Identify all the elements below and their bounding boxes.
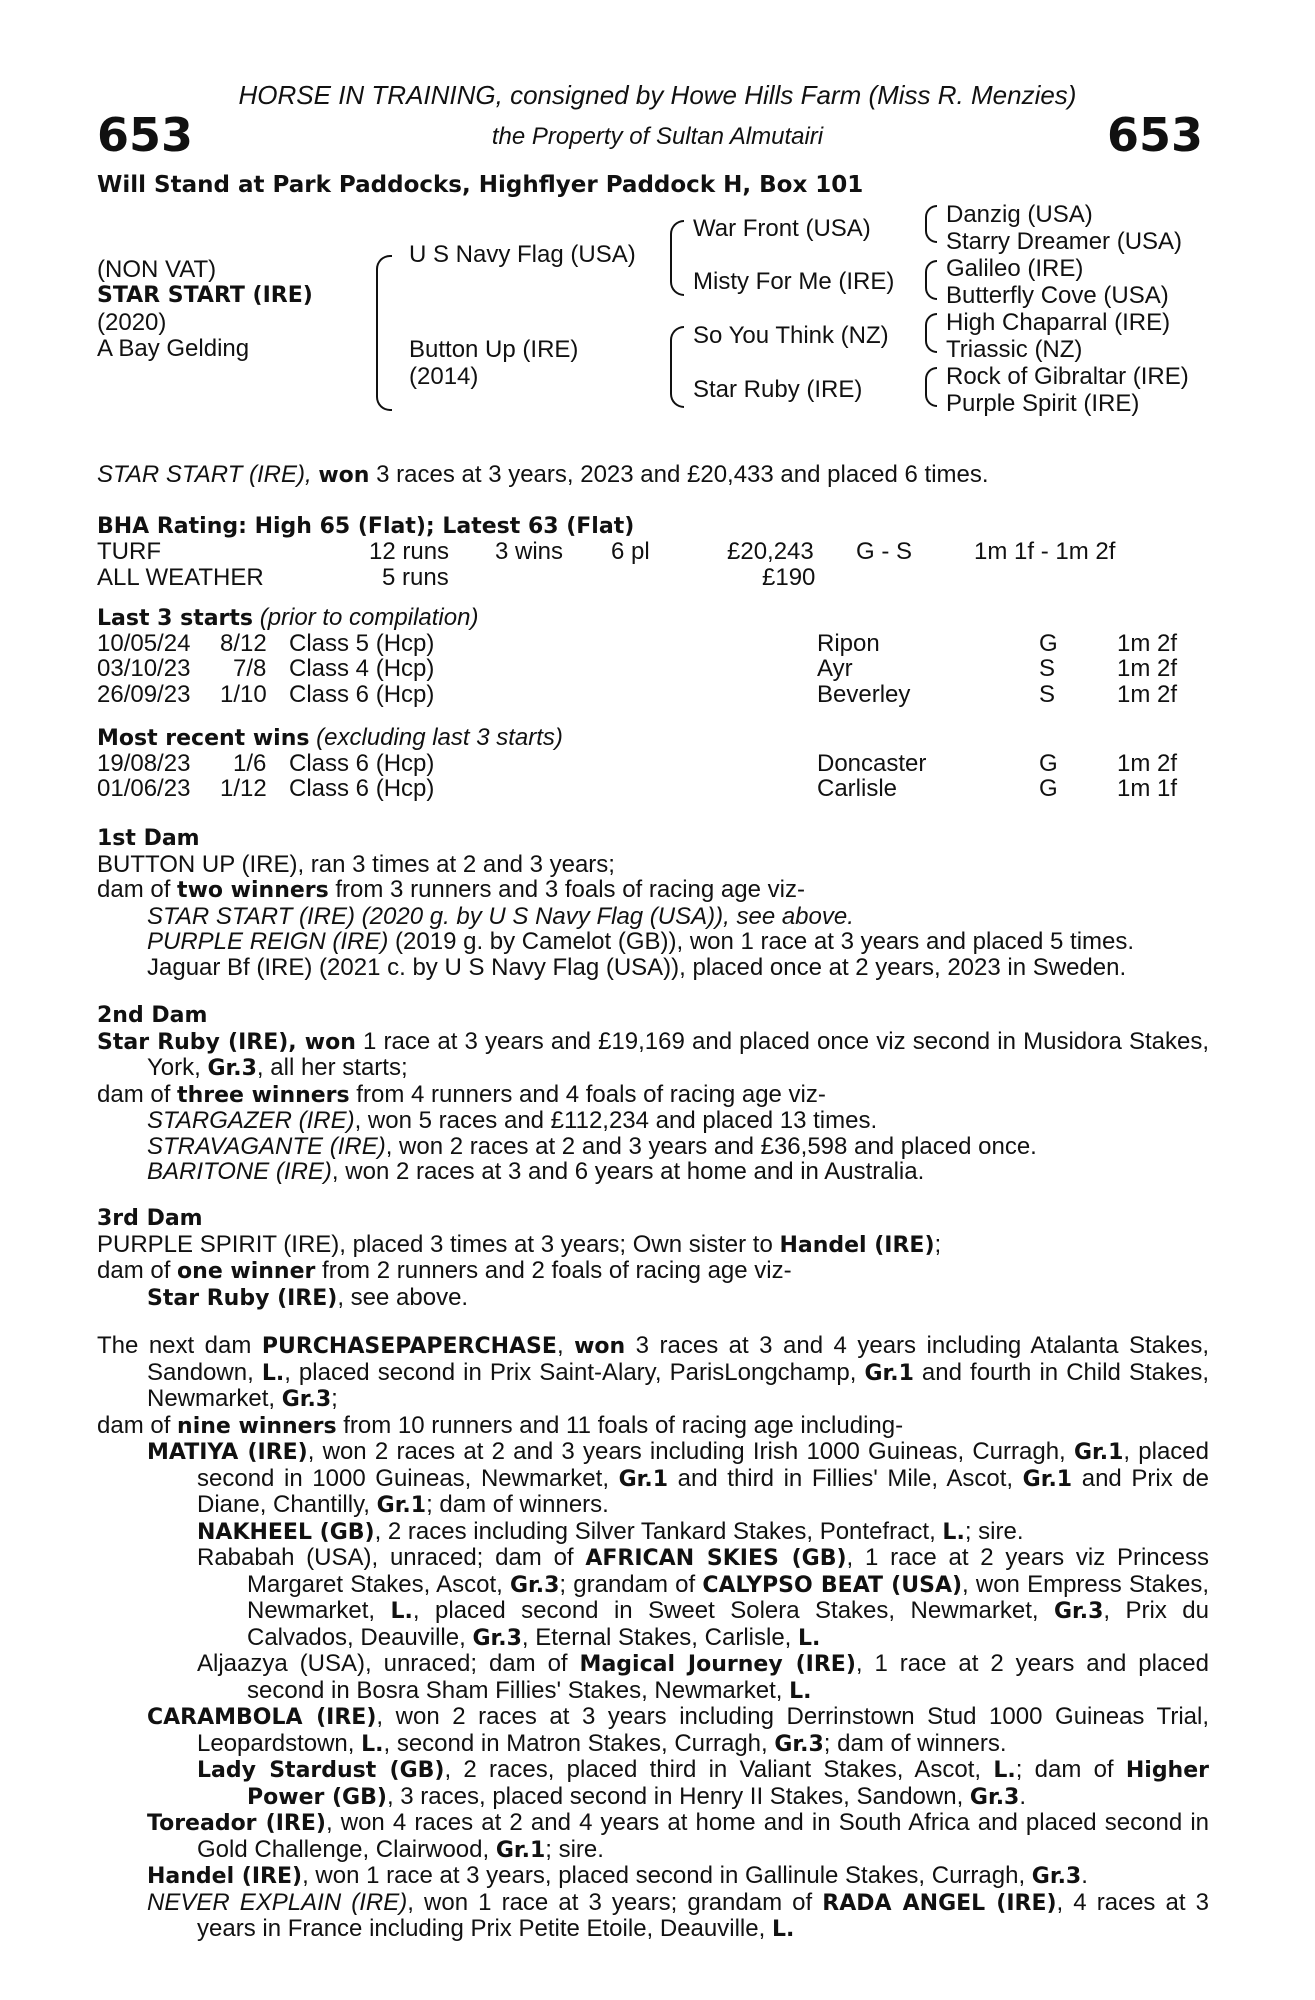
last3-note: (prior to compilation)	[259, 604, 479, 631]
second-dam-title: 2nd Dam	[97, 1003, 208, 1028]
text: .	[1081, 1862, 1088, 1889]
recent-dist: 1m 2f	[1117, 750, 1178, 777]
grade: Gr.3	[1031, 1864, 1082, 1889]
pedigree-brace-3c	[925, 313, 937, 353]
dam-dam: Star Ruby (IRE)	[693, 376, 863, 403]
rating-turf-runs: 12 runs	[369, 538, 450, 565]
text: Aljaazya (USA), unraced; dam of	[197, 1650, 580, 1677]
recent-pos: 1/12	[220, 775, 267, 802]
rating-aw-runs: 5 runs	[382, 564, 449, 591]
last3-course: Ripon	[817, 630, 880, 657]
last3-going: S	[1039, 681, 1056, 708]
pedigree-brace-2b	[670, 326, 684, 408]
second-dam-name: Star Ruby (IRE), won	[97, 1029, 356, 1055]
recent-note: (excluding last 3 starts)	[316, 724, 563, 751]
grade: Gr.3	[969, 1784, 1020, 1810]
won: won	[574, 1334, 626, 1359]
grade: Gr.3	[774, 1731, 824, 1757]
pedigree-brace-2a	[670, 220, 684, 296]
text: , all her starts;	[256, 1054, 408, 1081]
next-dam-section	[97, 1333, 1209, 1943]
recent-dist: 1m 1f	[1117, 775, 1178, 802]
text: dam of	[97, 876, 178, 903]
text: , won 2 races at 3 and 6 years at home and in Australia.	[331, 1158, 925, 1185]
grade: Gr.3	[207, 1056, 257, 1081]
produce-rababah	[97, 1545, 1209, 1651]
text: , won 1 race at 3 years; grandam of	[407, 1888, 823, 1916]
next-dam-name: PURCHASEPAPERCHASE	[261, 1334, 557, 1359]
first-dam-produce-3: Jaguar Bf (IRE) (2021 c. by U S Navy Flag (USA)), placed once at 2 years, 2023 in Sweden.	[147, 953, 1127, 981]
ped-dsd: Triassic (NZ)	[946, 336, 1083, 363]
grade: L.	[798, 1625, 821, 1651]
rating-aw-surface: ALL WEATHER	[97, 564, 264, 591]
text: , won 1 race at 3 years, placed second in Gallinule Stakes, Curragh,	[302, 1862, 1032, 1889]
second-dam-section	[97, 1003, 1209, 1185]
text: 3 races at 3 and 4 years including Atalanta Stakes, Sandown,	[147, 1332, 1209, 1386]
text: and fourth in Child Stakes, Newmarket,	[147, 1358, 1209, 1412]
last3-course: Beverley	[817, 681, 911, 708]
produce-lady-stardust	[97, 1757, 1209, 1810]
recent-class: Class 6 (Hcp)	[289, 750, 435, 777]
last3-going: S	[1039, 655, 1056, 682]
text: , 3 races, placed second in Henry II Stakes, Sandown,	[386, 1782, 970, 1810]
text: , won 2 races at 3 years including Derrinstown Stud 1000 Guineas Trial, Leopardstown,	[197, 1703, 1209, 1757]
rating-turf-wins: 3 wins	[495, 538, 564, 565]
third-dam-section	[97, 1206, 1209, 1311]
sire: U S Navy Flag (USA)	[409, 241, 636, 268]
produce-name: Star Ruby (IRE)	[147, 1285, 338, 1311]
pedigree-brace-3a	[925, 205, 937, 243]
horse-name: STAR START (IRE)	[97, 283, 313, 308]
produce-never-explain	[97, 1890, 1209, 1943]
grade: Gr.3	[281, 1387, 332, 1412]
produce-name: MATIYA (IRE)	[147, 1440, 308, 1465]
race-summary	[97, 462, 989, 489]
ped-sdd: Butterfly Cove (USA)	[946, 282, 1169, 309]
last3-pos: 1/10	[220, 681, 267, 708]
text: , 1 race at 2 years and placed second in Bosra Sham Fillies' Stakes, Newmarket,	[247, 1650, 1210, 1704]
summary-won: won	[318, 463, 370, 488]
sire-sire: War Front (USA)	[693, 215, 871, 242]
produce-matiya	[97, 1439, 1209, 1519]
grade: L.	[361, 1731, 384, 1757]
produce-name: STRAVAGANTE (IRE)	[147, 1132, 386, 1160]
last3-course: Ayr	[817, 655, 853, 682]
pedigree-brace-1	[376, 255, 392, 411]
recent-heading	[97, 725, 563, 752]
produce-carambola	[97, 1704, 1209, 1757]
text: ; sire.	[964, 1517, 1024, 1545]
recent-date: 01/06/23	[97, 775, 191, 802]
recent-course: Doncaster	[817, 750, 927, 777]
produce-name: CALYPSO BEAT (USA)	[702, 1572, 963, 1598]
grade: L.	[942, 1519, 965, 1545]
produce-name: BARITONE (IRE)	[147, 1158, 332, 1185]
grade: L.	[993, 1758, 1016, 1783]
dam-sire: So You Think (NZ)	[693, 322, 889, 349]
last3-date: 10/05/24	[97, 630, 191, 657]
last3-pos: 8/12	[220, 630, 267, 657]
summary-rest: 3 races at 3 years, 2023 and £20,433 and placed 6 times.	[369, 461, 989, 488]
text: 1 race at 3 years and £19,169 and placed once viz second in Musidora Stakes, York,	[147, 1027, 1210, 1081]
produce-name: Lady Stardust (GB)	[197, 1758, 445, 1783]
last3-dist: 1m 2f	[1117, 681, 1178, 708]
grade: Gr.3	[509, 1572, 560, 1598]
text: and third in Fillies' Mile, Ascot,	[668, 1464, 1023, 1492]
text: from 3 runners and 3 foals of racing age viz-	[328, 876, 805, 903]
bha-rating: BHA Rating: High 65 (Flat); Latest 63 (Flat)	[97, 514, 635, 539]
second-dam-winners: three winners	[177, 1082, 350, 1108]
produce-name: AFRICAN SKIES (GB)	[585, 1546, 847, 1571]
last3-class: Class 6 (Hcp)	[289, 681, 435, 708]
text: dam of	[97, 1411, 178, 1439]
text: , second in Matron Stakes, Curragh,	[383, 1729, 775, 1757]
produce-name: STARGAZER (IRE)	[147, 1107, 355, 1134]
text: from 2 runners and 2 foals of racing age viz-	[315, 1257, 792, 1284]
produce-name: Toreador (IRE)	[147, 1811, 326, 1836]
text: dam of	[97, 1080, 178, 1108]
ped-ssd: Starry Dreamer (USA)	[946, 228, 1183, 255]
lot-number-right: 653	[1106, 108, 1203, 162]
produce-name: NAKHEEL (GB)	[197, 1519, 375, 1545]
last3-class: Class 5 (Hcp)	[289, 630, 435, 657]
last3-dist: 1m 2f	[1117, 655, 1178, 682]
last3-dist: 1m 2f	[1117, 630, 1178, 657]
text: ; dam of winners.	[823, 1729, 1007, 1757]
text: ;	[331, 1385, 338, 1412]
grade: Gr.1	[1073, 1440, 1124, 1465]
grade: Gr.1	[1022, 1466, 1073, 1492]
dam-year: (2014)	[409, 363, 479, 390]
text: , won Empress Stakes, Newmarket,	[247, 1570, 1209, 1624]
text: , see above.	[337, 1283, 469, 1311]
text: dam of	[97, 1257, 178, 1284]
recent-going: G	[1039, 750, 1058, 777]
produce-name: Handel (IRE)	[147, 1864, 303, 1889]
text: , placed second in Prix Saint-Alary, ParisLongchamp,	[284, 1358, 865, 1386]
header-consignor: HORSE IN TRAINING, consigned by Howe Hills Farm (Miss R. Menzies)	[238, 80, 1077, 110]
first-dam-title: 1st Dam	[97, 826, 200, 851]
rating-turf-going: G - S	[856, 538, 913, 565]
recent-pos: 1/6	[233, 750, 267, 777]
grade: L.	[261, 1360, 285, 1386]
text: from 10 runners and 11 foals of racing age including-	[336, 1411, 904, 1439]
text: ; grandam of	[559, 1570, 703, 1598]
produce-name: Magical Journey (IRE)	[579, 1652, 856, 1677]
rating-turf-surface: TURF	[97, 538, 161, 565]
horse-ref: Handel (IRE)	[779, 1232, 935, 1258]
horse-year: (2020)	[97, 309, 167, 336]
first-dam-section	[97, 826, 1209, 980]
grade: L.	[789, 1678, 812, 1704]
last3-title: Last 3 starts	[97, 606, 254, 631]
text: , Eternal Stakes, Carlisle,	[521, 1623, 798, 1651]
text: , 2 races including Silver Tankard Stakes, Pontefract,	[374, 1517, 943, 1545]
rating-turf-pl: 6 pl	[611, 538, 650, 565]
ped-dds: Rock of Gibraltar (IRE)	[946, 363, 1189, 390]
text: ; sire.	[545, 1835, 604, 1863]
text: , won 5 races and £112,234 and placed 13 times.	[354, 1107, 878, 1134]
last3-date: 03/10/23	[97, 655, 191, 682]
vat-status: (NON VAT)	[97, 256, 217, 283]
sire-dam: Misty For Me (IRE)	[693, 268, 895, 295]
text: The next dam	[97, 1332, 262, 1359]
pedigree-brace-3b	[925, 260, 937, 300]
summary-horse-name: STAR START (IRE),	[97, 461, 312, 488]
produce-name: NEVER EXPLAIN (IRE)	[147, 1888, 408, 1916]
text: and Prix de Diane, Chantilly,	[197, 1464, 1210, 1518]
produce-toreador	[97, 1810, 1209, 1863]
grade: L.	[771, 1917, 795, 1942]
text: , won 4 races at 2 and 4 years at home and in South Africa and placed second in Gold Challenge, Clairwood,	[197, 1809, 1210, 1863]
pedigree-brace-3d	[925, 367, 937, 407]
text: , 2 races, placed third in Valiant Stakes, Ascot,	[444, 1756, 994, 1783]
recent-title: Most recent wins	[97, 726, 310, 751]
produce-handel	[97, 1863, 1209, 1890]
rating-aw-prize: £190	[762, 564, 816, 591]
dam: Button Up (IRE)	[409, 336, 579, 363]
text: ; dam of	[1015, 1756, 1126, 1783]
text: , won 2 races at 2 and 3 years including Irish 1000 Guineas, Curragh,	[307, 1438, 1074, 1465]
text: PURPLE SPIRIT (IRE), placed 3 times at 3 years; Own sister to	[97, 1230, 780, 1258]
recent-date: 19/08/23	[97, 750, 191, 777]
horse-description: A Bay Gelding	[97, 335, 250, 362]
text: , won 2 races at 2 and 3 years and £36,598 and placed once.	[385, 1132, 1037, 1160]
header-property: the Property of Sultan Almutairi	[491, 123, 824, 150]
lot-number-left: 653	[97, 108, 194, 162]
text: .	[1019, 1782, 1027, 1810]
grade: Gr.3	[472, 1625, 522, 1651]
first-dam-winners: two winners	[177, 878, 329, 903]
recent-going: G	[1039, 775, 1058, 802]
text: ;	[934, 1230, 942, 1258]
recent-class: Class 6 (Hcp)	[289, 775, 435, 802]
ped-dss: High Chaparral (IRE)	[946, 309, 1171, 336]
first-dam-produce-1: STAR START (IRE) (2020 g. by U S Navy Flag (USA)), see above.	[147, 902, 854, 930]
ped-ddd: Purple Spirit (IRE)	[946, 390, 1140, 417]
last3-heading	[97, 605, 478, 632]
grade: Gr.1	[376, 1493, 427, 1518]
produce-name: Higher Power (GB)	[247, 1758, 1209, 1810]
text: , 4 races at 3 years in France including Prix Petite Etoile, Deauville,	[197, 1888, 1209, 1942]
grade: L.	[390, 1599, 413, 1624]
text: , 1 race at 2 years viz Princess Margaret Stakes, Ascot,	[247, 1544, 1210, 1598]
first-dam-produce-2: (2019 g. by Camelot (GB)), won 1 race at 3 years and placed 5 times.	[388, 928, 1135, 955]
next-dam-winners: nine winners	[177, 1413, 337, 1439]
third-dam-winners: one winner	[177, 1259, 316, 1284]
text: , placed second in Sweet Solera Stakes, Newmarket,	[412, 1597, 1054, 1624]
ped-sds: Galileo (IRE)	[946, 255, 1084, 282]
grade: Gr.1	[618, 1466, 669, 1492]
rating-turf-dist: 1m 1f - 1m 2f	[974, 538, 1116, 565]
grade: Gr.1	[495, 1837, 546, 1863]
last3-going: G	[1039, 630, 1058, 657]
grade: Gr.3	[1053, 1599, 1104, 1624]
last3-date: 26/09/23	[97, 681, 191, 708]
first-dam-produce-2-name: PURPLE REIGN (IRE)	[147, 928, 389, 955]
text: ; dam of winners.	[426, 1491, 609, 1518]
text: , placed second in 1000 Guineas, Newmarket,	[197, 1438, 1209, 1492]
rating-turf-prize: £20,243	[727, 538, 814, 565]
stand-location: Will Stand at Park Paddocks, Highflyer Paddock H, Box 101	[97, 172, 864, 198]
produce-aljaazya	[97, 1651, 1209, 1704]
produce-nakheel	[97, 1519, 1209, 1546]
grade: Gr.1	[864, 1360, 914, 1386]
text: from 4 runners and 4 foals of racing age viz-	[349, 1080, 826, 1108]
produce-name: RADA ANGEL (IRE)	[822, 1890, 1057, 1916]
ped-sss: Danzig (USA)	[946, 201, 1093, 228]
recent-course: Carlisle	[817, 775, 898, 802]
first-dam-line: BUTTON UP (IRE), ran 3 times at 2 and 3 years;	[97, 850, 615, 878]
text: , Prix du Calvados, Deauville,	[247, 1597, 1209, 1651]
third-dam-title: 3rd Dam	[97, 1206, 203, 1231]
text: Rababah (USA), unraced; dam of	[197, 1544, 586, 1571]
last3-pos: 7/8	[233, 655, 267, 682]
produce-name: CARAMBOLA (IRE)	[147, 1705, 377, 1730]
text: ,	[556, 1332, 575, 1359]
last3-class: Class 4 (Hcp)	[289, 655, 435, 682]
